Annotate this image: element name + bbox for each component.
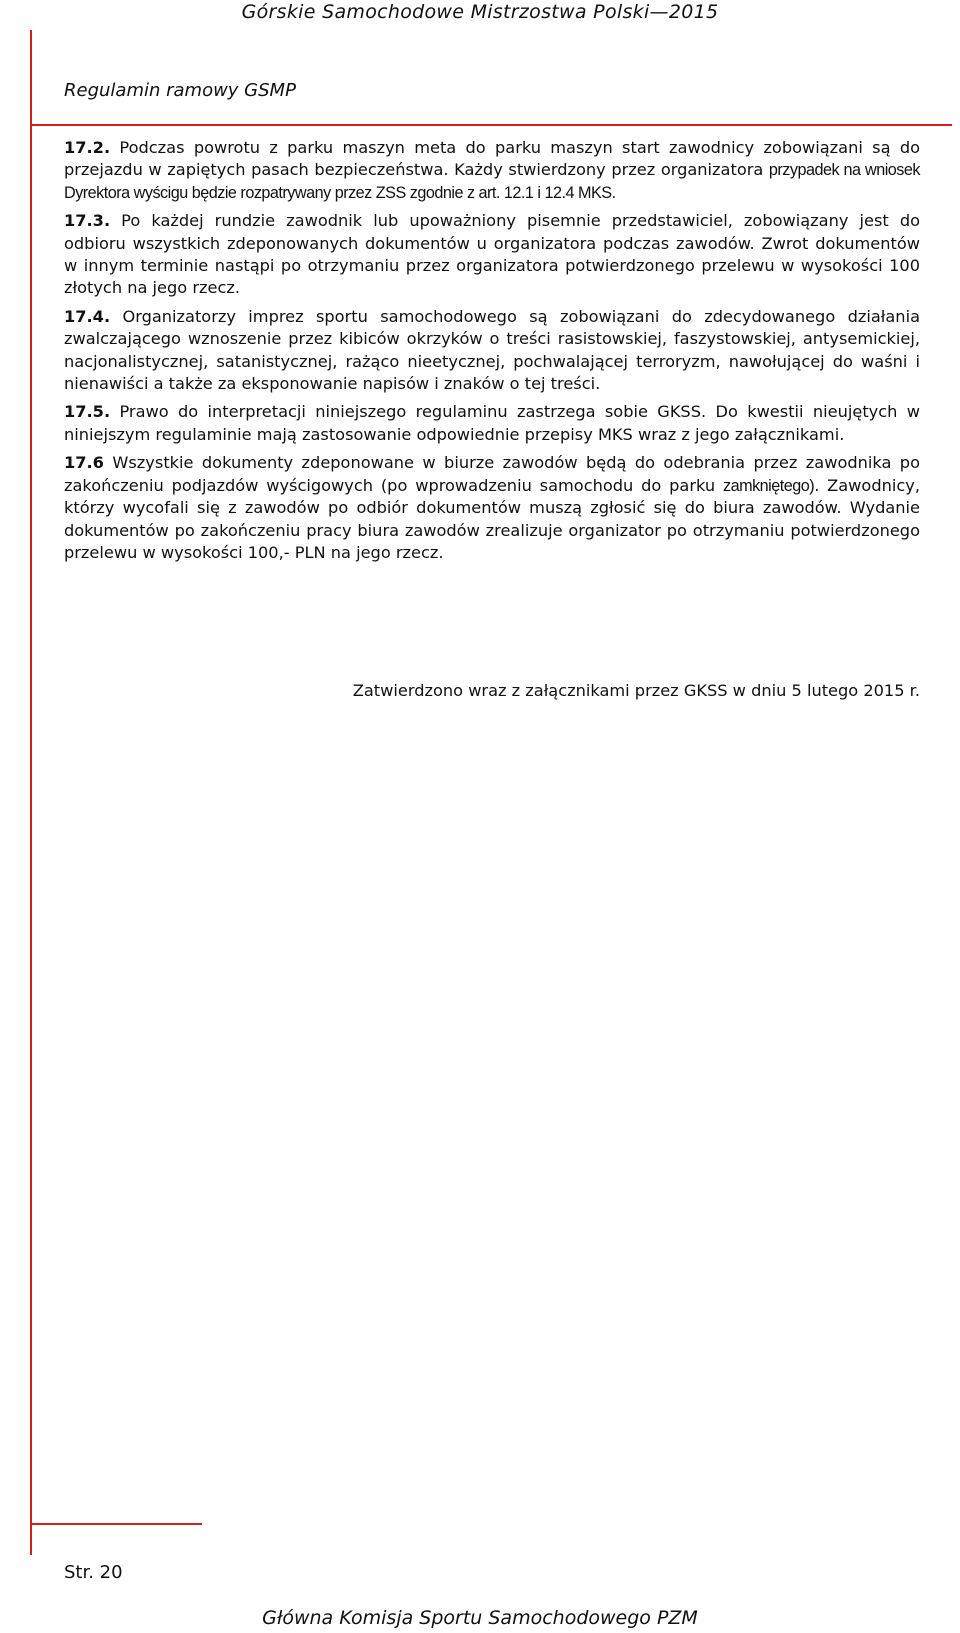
approval-statement: Zatwierdzono wraz z załącznikami przez GKSS w dniu 5 lutego 2015 r.	[352, 681, 920, 700]
section-17-3	[64, 210, 920, 300]
document-subtitle: Regulamin ramowy GSMP	[64, 80, 296, 101]
section-number: 17.4.	[64, 306, 111, 326]
section-text: Podczas powrotu z parku maszyn meta do parku maszyn start zawodnicy zobowiązani są do przejazdu w zapiętych pasach bezpieczeństwa. Każdy stwierdzony przez organizatora	[64, 138, 920, 180]
section-text-continued: . Zawodnicy, którzy wycofali się z zawodów po odbiór dokumentów muszą zgłosić się do biura zawodów. Wydanie dokumentów po zakończeniu pracy biura zawodów zrealizuje organizator po otrzymaniu potwierdzonego przelewu w wysokości 100,- PLN na jego rzecz.	[64, 475, 920, 562]
section-17-5	[64, 401, 920, 446]
section-17-2	[64, 137, 920, 204]
section-number: 17.5.	[64, 402, 111, 422]
section-text: Organizatorzy imprez sportu samochodowego są zobowiązani do zdecydowanego działania zwalczającego wznoszenie przez kibiców okrzyków o treści rasistowskiej, faszystowskiej, antysemickiej, nacjonalistycznej, satanistycznej, rażąco nieetycznej, pochwalającej terroryzm, nawołującej do waśni i nienawiści a także za eksponowanie napisów i znaków o tej treści.	[64, 306, 920, 394]
header-title: Górskie Samochodowe Mistrzostwa Polski—2015	[241, 1, 719, 23]
section-text-narrow: zamkniętego)	[723, 476, 815, 495]
header-rule	[32, 124, 952, 126]
section-text: Po każdej rundzie zawodnik lub upoważniony pisemnie przedstawiciel, zobowiązany jest do odbioru wszystkich zdeponowanych dokumentów u organizatora podczas zawodów. Zwrot dokumentów w innym terminie nastąpi po otrzymaniu przez organizatora potwierdzonego przelewu w wysokości 100 złotych na jego rzecz.	[64, 211, 920, 298]
section-text: Wszystkie dokumenty zdeponowane w biurze zawodów będą do odebrania przez zawodnika po zakończeniu podjazdów wyścigowych (po wprowadzeniu samochodu do parku	[64, 453, 920, 495]
section-text: Prawo do interpretacji niniejszego regulaminu zastrzega sobie GKSS. Do kwestii nieujętych w niniejszym regulaminie mają zastosowanie odpowiednie przepisy MKS wraz z jego załącznikami.	[64, 402, 920, 444]
section-number: 17.2.	[64, 138, 111, 157]
section-text-continued: przypadek na wniosek Dyrektora wyścigu będzie rozpatrywany przez ZSS zgodnie z art. 12.1 i 12.4 MKS.	[64, 161, 920, 202]
footer-title: Główna Komisja Sportu Samochodowego PZM	[262, 1607, 698, 1629]
section-number: 17.6	[64, 453, 104, 473]
regulation-body	[64, 137, 920, 570]
footer-rule	[32, 1523, 202, 1525]
section-number: 17.3.	[64, 211, 111, 231]
section-17-6	[64, 452, 920, 564]
page-number: Str. 20	[64, 1562, 123, 1583]
margin-rule-vertical	[30, 30, 32, 1555]
section-17-4	[64, 306, 920, 396]
